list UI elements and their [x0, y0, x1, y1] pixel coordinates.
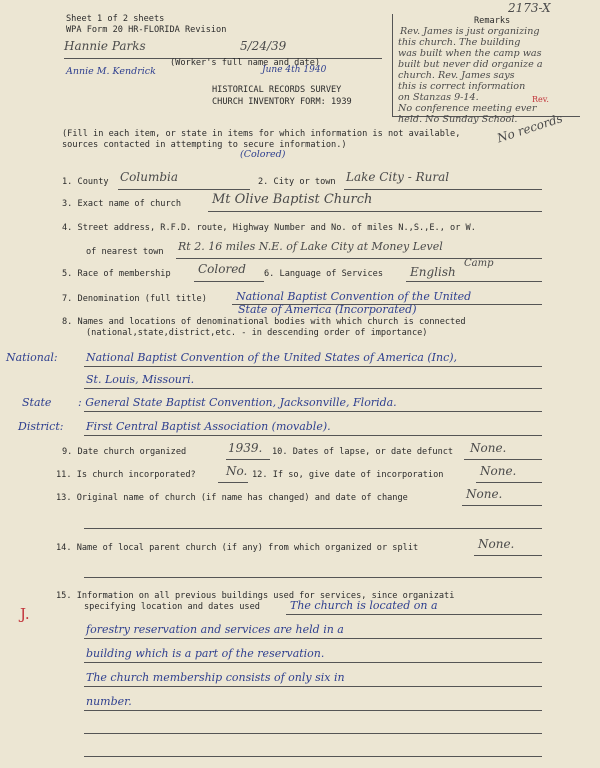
- remark-insert: Rev.: [532, 95, 549, 104]
- church-name-value: Mt Olive Baptist Church: [212, 192, 373, 207]
- buildings-line: [84, 756, 542, 757]
- race-line: [194, 281, 264, 282]
- worker-label: (Worker's full name and date): [170, 58, 321, 68]
- street-value: Rt 2. 16 miles N.E. of Lake City at Money Level: [178, 240, 443, 253]
- checker-date: June 4th 1940: [262, 65, 327, 75]
- street-label-2: of nearest town: [86, 247, 164, 257]
- file-number: 2173-X: [508, 1, 551, 15]
- original-name-line-2: [84, 528, 542, 529]
- remark-line: this is correct information: [398, 81, 526, 92]
- church-name-line: [208, 211, 542, 212]
- buildings-line: [84, 662, 542, 663]
- checker-signature: Annie M. Kendrick: [66, 66, 156, 77]
- parent-church-line: [474, 555, 542, 556]
- bodies-value-national-2: St. Louis, Missouri.: [86, 373, 195, 386]
- lapse-line: [464, 459, 542, 460]
- city-value: Lake City - Rural: [346, 170, 450, 184]
- bodies-value-district: First Central Baptist Association (movable).: [86, 420, 331, 433]
- remark-line: church. Rev. James says: [398, 70, 515, 81]
- parent-church-line-2: [84, 577, 542, 578]
- city-label: 2. City or town: [258, 177, 336, 187]
- survey-title: HISTORICAL RECORDS SURVEY: [212, 85, 342, 95]
- form-id: WPA Form 20 HR-FLORIDA Revision: [66, 25, 227, 35]
- denomination-value-2: State of America (Incorporated): [238, 303, 417, 316]
- buildings-label-1: 15. Information on all previous buildings used for services, since organizati: [56, 591, 455, 601]
- street-value-2: Camp: [464, 258, 494, 269]
- margin-mark: J.: [20, 605, 30, 623]
- bodies-level-national: National:: [6, 351, 58, 364]
- bodies-line: [84, 388, 542, 389]
- bodies-level-state: State: [22, 396, 52, 409]
- lapse-label: 10. Dates of lapse, or date defunct: [272, 447, 454, 457]
- colored-note: (Colored): [240, 149, 286, 160]
- street-label: 4. Street address, R.F.D. route, Highway Number and No. of miles N.,S.,E., or W.: [62, 223, 476, 233]
- remark-line: on Stanzas 9-14.: [398, 92, 479, 103]
- worker-date: 5/24/39: [240, 39, 287, 53]
- language-label: 6. Language of Services: [264, 269, 383, 279]
- bodies-label-1: 8. Names and locations of denominational bodies with which church is connected: [62, 317, 466, 327]
- bodies-value-state: : General State Baptist Convention, Jacksonville, Florida.: [78, 396, 397, 409]
- bodies-line: [84, 411, 542, 412]
- remark-line: No conference meeting ever: [398, 103, 537, 114]
- buildings-value-3: building which is a part of the reservation.: [86, 647, 325, 660]
- original-name-label: 13. Original name of church (if name has changed) and date of change: [56, 493, 408, 503]
- no-records-note: No records: [495, 111, 565, 146]
- denomination-label: 7. Denomination (full title): [62, 294, 207, 304]
- incorporated-label: 11. Is church incorporated?: [56, 470, 196, 480]
- remark-line: this church. The building: [398, 37, 521, 48]
- buildings-line: [84, 638, 542, 639]
- original-name-value: None.: [466, 487, 503, 501]
- buildings-value-1: The church is located on a: [290, 599, 438, 612]
- incorp-date-label: 12. If so, give date of incorporation: [252, 470, 444, 480]
- bodies-value-national: National Baptist Convention of the United States of America (Inc),: [86, 351, 458, 364]
- incorp-date-line: [476, 482, 542, 483]
- bodies-line: [84, 366, 542, 367]
- parent-church-value: None.: [478, 537, 515, 551]
- buildings-line: [84, 686, 542, 687]
- incorp-date-value: None.: [480, 464, 517, 478]
- organized-value: 1939.: [228, 441, 263, 455]
- race-value: Colored: [198, 262, 246, 276]
- remarks-border: [392, 14, 393, 116]
- buildings-value-5: number.: [86, 695, 132, 708]
- form-title: CHURCH INVENTORY FORM: 1939: [212, 97, 352, 107]
- buildings-line: [286, 614, 542, 615]
- remark-line: Rev. James is just organizing: [400, 26, 540, 37]
- county-label: 1. County: [62, 177, 109, 187]
- bodies-level-district: District:: [18, 420, 64, 433]
- county-line: [118, 189, 250, 190]
- remark-line: was built when the camp was: [398, 48, 542, 59]
- race-label: 5. Race of membership: [62, 269, 171, 279]
- county-value: Columbia: [120, 170, 179, 184]
- bodies-label-2: (national,state,district,etc. - in descending order of importance): [86, 328, 428, 338]
- worker-signature: Hannie Parks: [64, 39, 146, 53]
- instructions-line1: (Fill in each item, or state in items for which information is not available,: [62, 129, 461, 139]
- incorporated-value: No.: [226, 464, 248, 478]
- remark-line: built but never did organize a: [398, 59, 543, 70]
- buildings-value-2: forestry reservation and services are held in a: [86, 623, 344, 636]
- buildings-line: [84, 733, 542, 734]
- buildings-line: [84, 710, 542, 711]
- instructions-line2: sources contacted in attempting to secure information.): [62, 140, 347, 150]
- parent-church-label: 14. Name of local parent church (if any) from which organized or split: [56, 543, 419, 553]
- denomination-value-1: National Baptist Convention of the United: [236, 290, 472, 303]
- remarks-heading: Remarks: [474, 16, 511, 26]
- sheet-number: Sheet 1 of 2 sheets: [66, 14, 165, 24]
- language-line: [406, 281, 542, 282]
- incorporated-line: [218, 482, 248, 483]
- organized-label: 9. Date church organized: [62, 447, 187, 457]
- bodies-line: [84, 435, 542, 436]
- lapse-value: None.: [470, 441, 507, 455]
- city-line: [344, 189, 542, 190]
- buildings-label-2: specifying location and dates used: [84, 602, 260, 612]
- church-name-label: 3. Exact name of church: [62, 199, 181, 209]
- buildings-value-4: The church membership consists of only six in: [86, 671, 345, 684]
- remark-line: held. No Sunday School.: [398, 114, 518, 125]
- language-value: English: [410, 265, 456, 279]
- organized-line: [226, 459, 270, 460]
- original-name-line: [462, 505, 542, 506]
